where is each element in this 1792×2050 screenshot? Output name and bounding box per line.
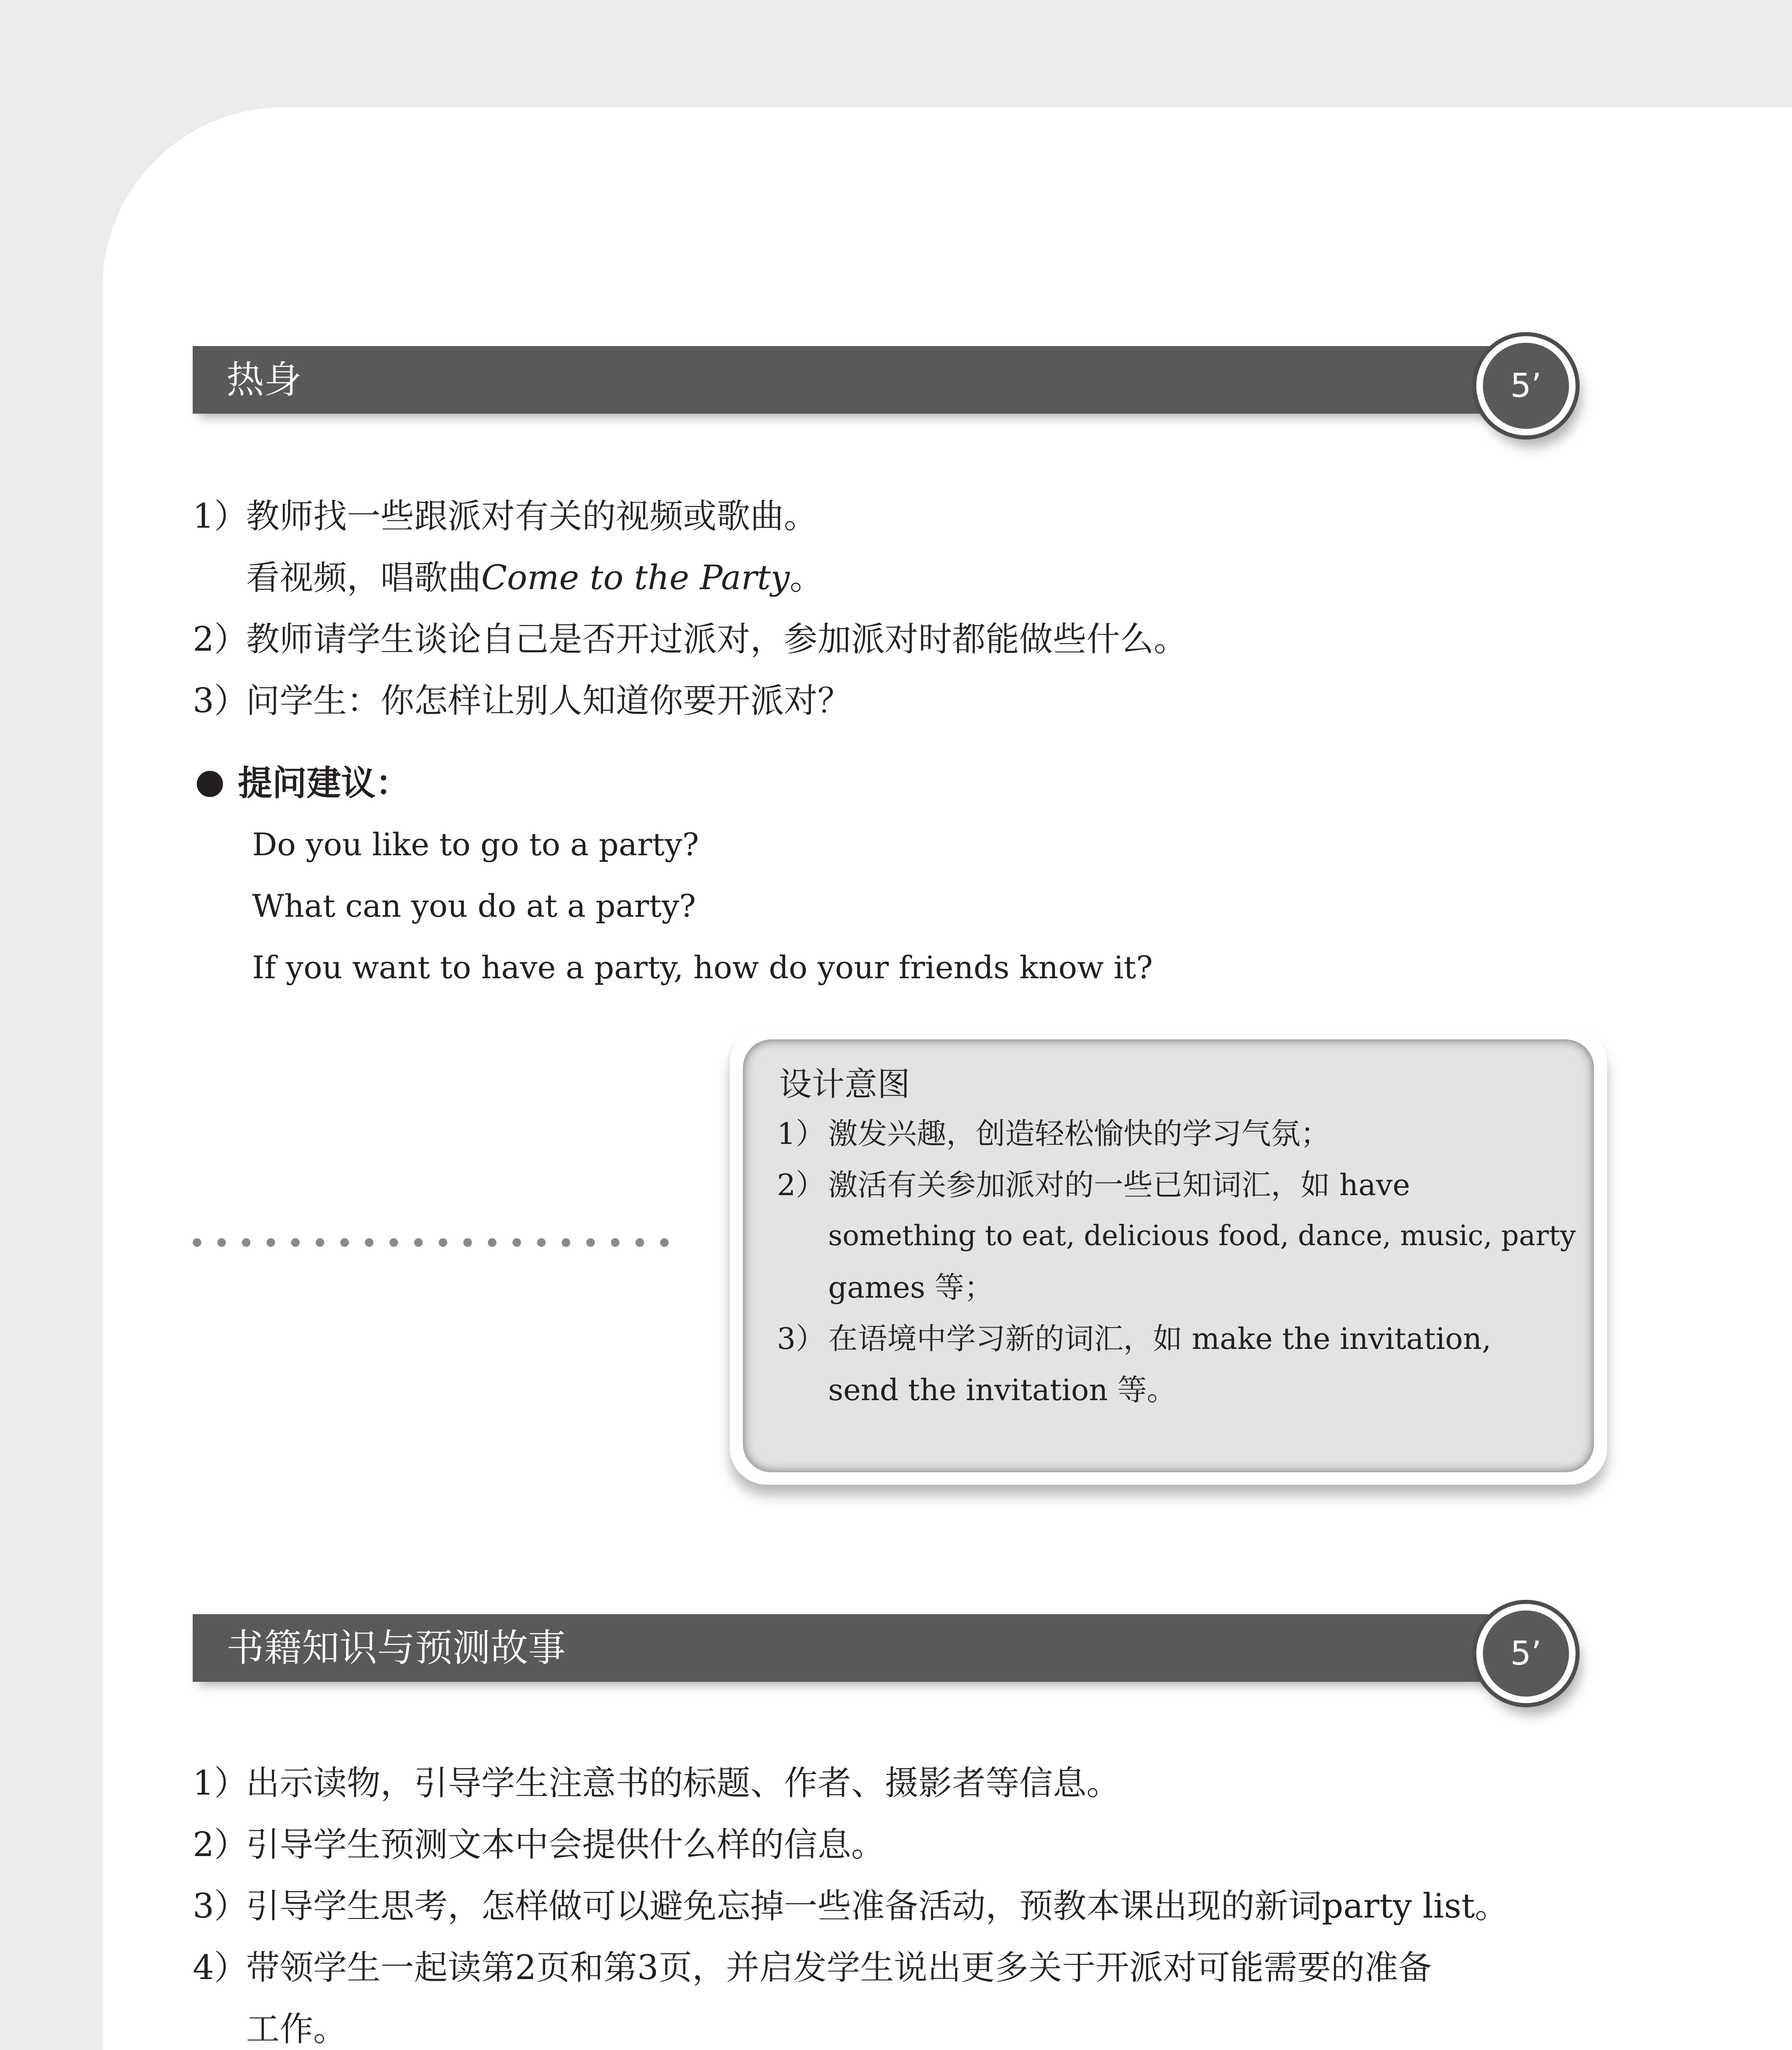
- design-item-number: 2）: [777, 1168, 825, 1202]
- item-text: 教师请学生谈论自己是否开过派对，参加派对时都能做些什么。: [246, 620, 1188, 659]
- item-number: 2）: [193, 620, 248, 659]
- time-badge: 5’: [1476, 1604, 1576, 1703]
- time-badge: 5’: [1476, 336, 1576, 435]
- item-number: 1）: [193, 497, 248, 536]
- question-text: What can you do at a party?: [252, 888, 696, 924]
- item-number: 3）: [193, 681, 248, 720]
- item-number: 1）: [193, 1764, 248, 1803]
- item-text: 出示读物，引导学生注意书的标题、作者、摄影者等信息。: [246, 1764, 1120, 1803]
- section-header-warmup: [193, 346, 1505, 414]
- question-text: Do you like to go to a party?: [252, 826, 699, 863]
- design-item-text: 在语境中学习新的词汇，如 make the invitation,: [828, 1321, 1491, 1356]
- design-item-text: games 等；: [828, 1270, 994, 1305]
- question-text: If you want to have a party, how do your friends know it?: [252, 949, 1153, 986]
- item-number: 4）: [193, 1948, 248, 1987]
- item-text: 引导学生思考，怎样做可以避免忘掉一些准备活动，预教本课出现的新词party list。: [246, 1887, 1509, 1926]
- design-item-text: send the invitation 等。: [828, 1373, 1177, 1407]
- item-text: 带领学生一起读第2页和第3页，并启发学生说出更多关于开派对可能需要的准备: [246, 1948, 1432, 1987]
- bullet-icon: [197, 771, 223, 797]
- design-item-number: 3）: [777, 1321, 825, 1356]
- item-number: 2）: [193, 1825, 248, 1864]
- item-text: 问学生：你怎样让别人知道你要开派对？: [246, 681, 852, 720]
- section-title: 热身: [226, 358, 302, 402]
- design-item-text: 激发兴趣，创造轻松愉快的学习气氛；: [828, 1116, 1330, 1151]
- item-number: 3）: [193, 1887, 248, 1926]
- design-item-number: 1）: [777, 1116, 825, 1151]
- design-intent-box: [730, 1027, 1607, 1485]
- section-title: 书籍知识与预测故事: [226, 1626, 566, 1670]
- item-text: 引导学生预测文本中会提供什么样的信息。: [246, 1825, 885, 1864]
- dotted-connector: [193, 1238, 669, 1250]
- design-item-text: something to eat, delicious food, dance, music, party: [828, 1220, 1576, 1252]
- item-text: 看视频，唱歌曲Come to the Party。: [246, 558, 824, 597]
- tip-label: 提问建议：: [238, 763, 410, 803]
- item-text: 工作。: [246, 2010, 347, 2049]
- design-item-text: 激活有关参加派对的一些已知词汇，如 have: [828, 1168, 1410, 1202]
- section-header-book-knowledge: [193, 1614, 1505, 1682]
- design-intent-title: 设计意图: [779, 1065, 910, 1103]
- item-text: 教师找一些跟派对有关的视频或歌曲。: [246, 497, 818, 536]
